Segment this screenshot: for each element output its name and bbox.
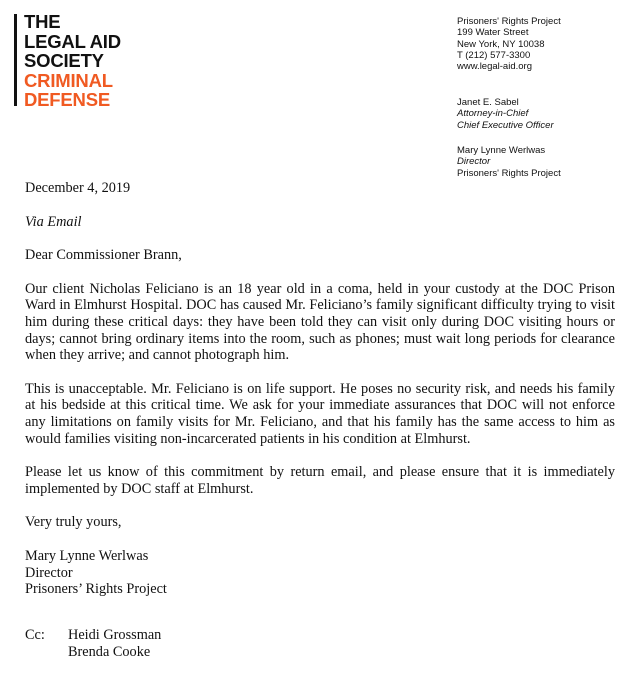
logo-bar	[14, 14, 17, 106]
staff-org: Prisoners' Rights Project	[457, 167, 561, 179]
logo-line-society: SOCIETY	[24, 50, 104, 71]
logo-wordmark	[24, 12, 121, 110]
letter-date: December 4, 2019	[25, 180, 131, 196]
logo-line-defense: DEFENSE	[24, 89, 110, 110]
staff-name: Janet E. Sabel	[457, 97, 519, 108]
logo-line-criminal: CRIMINAL	[24, 69, 113, 91]
address-phone: T (212) 577-3300	[457, 49, 531, 61]
signature-block	[25, 548, 615, 598]
cc-names	[68, 627, 161, 661]
delivery-method: Via Email	[25, 213, 82, 230]
cc-block	[25, 627, 161, 661]
letter-body	[25, 180, 615, 598]
staff-title: Director	[457, 156, 491, 168]
signer-title: Director	[25, 564, 73, 581]
logo-line-legal-aid: LEGAL AID	[24, 30, 121, 52]
address-street: 199 Water Street	[457, 27, 529, 39]
staff-block-chief	[457, 97, 554, 131]
signer-org: Prisoners’ Rights Project	[25, 581, 167, 598]
staff-title: Attorney-in-Chief	[457, 108, 529, 120]
address-web: www.legal-aid.org	[457, 61, 532, 73]
address-org: Prisoners' Rights Project	[457, 16, 561, 27]
paragraph: Please let us know of this commitment by return email, and please ensure that it is immediately implemented by DOC staff at Elmhurst.	[25, 464, 615, 497]
signer-name: Mary Lynne Werlwas	[25, 547, 149, 564]
cc-name: Heidi Grossman	[68, 627, 162, 643]
salutation: Dear Commissioner Brann,	[25, 247, 182, 264]
paragraph: This is unacceptable. Mr. Feliciano is on life support. He poses no security risk, and needs his family at his bedside at this critical time. We ask for your immediate assurances that DOC will not enforce any limitations on family visits for Mr. Feliciano, and that his family has the same access to him as would families visiting non-incarcerated patients in his condition at Elmhurst.	[25, 380, 615, 447]
cc-name: Brenda Cooke	[68, 644, 151, 660]
staff-title: Chief Executive Officer	[457, 119, 554, 131]
staff-block-director	[457, 145, 561, 179]
logo-line-the: THE	[24, 11, 61, 32]
paragraph: Our client Nicholas Feliciano is an 18 year old in a coma, held in your custody at the DOC Prison Ward in Elmhurst Hospital. DOC has caused Mr. Feliciano’s family significant difficulty trying to visit him during these critical days: they have been told they can visit only during DOC visiting hours or days; cannot bring ordinary items into the room, such as phones; must wait long periods for clearance when they arrive; and cannot photograph him.	[25, 280, 615, 364]
letterhead-address	[457, 16, 561, 72]
cc-label: Cc:	[25, 627, 45, 643]
closing: Very truly yours,	[25, 514, 122, 531]
legal-aid-logo	[14, 12, 121, 110]
staff-name: Mary Lynne Werlwas	[457, 145, 546, 156]
address-city: New York, NY 10038	[457, 38, 545, 50]
